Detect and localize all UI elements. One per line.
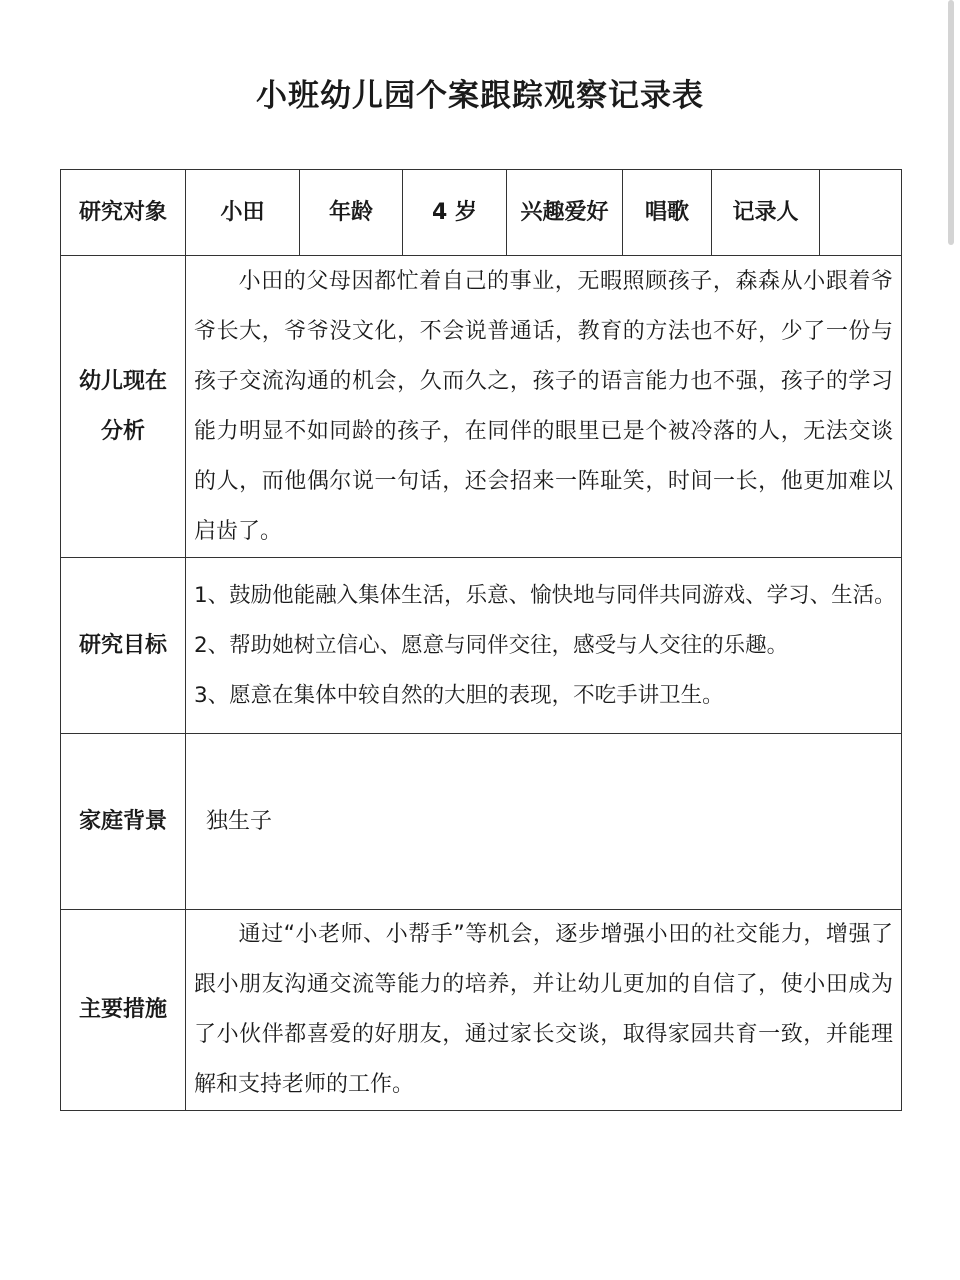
recorder-value [820,170,902,256]
analysis-label-line2: 分析 [100,418,145,444]
analysis-label [61,256,186,558]
analysis-text-cell [186,256,902,558]
page-title: 小班幼儿园个案跟踪观察记录表 [256,78,704,114]
subject-label: 研究对象 [61,170,186,256]
goals-list [186,558,902,734]
goals-label: 研究目标 [61,558,186,734]
goal-item-3: 3、愿意在集体中较自然的大胆的表现，不吃手讲卫生。 [194,682,724,708]
age-label: 年龄 [300,170,403,256]
family-label: 家庭背景 [61,734,186,910]
measures-row [61,910,902,1111]
goals-row [61,558,902,734]
hobby-label: 兴趣爱好 [507,170,623,256]
measures-text-cell [186,910,902,1111]
measures-text: 通过“小老师、小帮手”等机会，逐步增强小田的社交能力，增强了跟小朋友沟通交流等能力的培养，并让幼儿更加的自信了，使小田成为了小伙伴都喜爱的好朋友，通过家长交谈，取得家园共育一致，并能理解和支持老师的工作。 [194,922,893,1097]
family-row [61,734,902,910]
subject-value: 小田 [186,170,300,256]
age-value: 4 岁 [403,170,507,256]
analysis-text: 小田的父母因都忙着自己的事业，无暇照顾孩子，森森从小跟着爷爷长大，爷爷没文化，不会说普通话，教育的方法也不好，少了一份与孩子交流沟通的机会，久而久之，孩子的语言能力也不强，孩子的学习能力明显不如同龄的孩子，在同伴的眼里已是个被冷落的人，无法交谈的人，而他偶尔说一句话，还会招来一阵耻笑，时间一长，他更加难以启齿了。 [194,268,893,544]
analysis-label-line1: 幼儿现在 [78,368,167,394]
measures-label: 主要措施 [61,910,186,1111]
family-value: 独生子 [186,734,902,910]
observation-record-table [60,169,902,1111]
scrollbar-thumb[interactable] [948,0,954,245]
analysis-row [61,256,902,558]
goal-item-2: 2、帮助她树立信心、愿意与同伴交往，感受与人交往的乐趣。 [194,632,789,658]
recorder-label: 记录人 [712,170,820,256]
goal-item-1: 1、鼓励他能融入集体生活，乐意、愉快地与同伴共同游戏、学习、生活。 [194,582,896,608]
hobby-value: 唱歌 [623,170,712,256]
header-row [61,170,902,256]
